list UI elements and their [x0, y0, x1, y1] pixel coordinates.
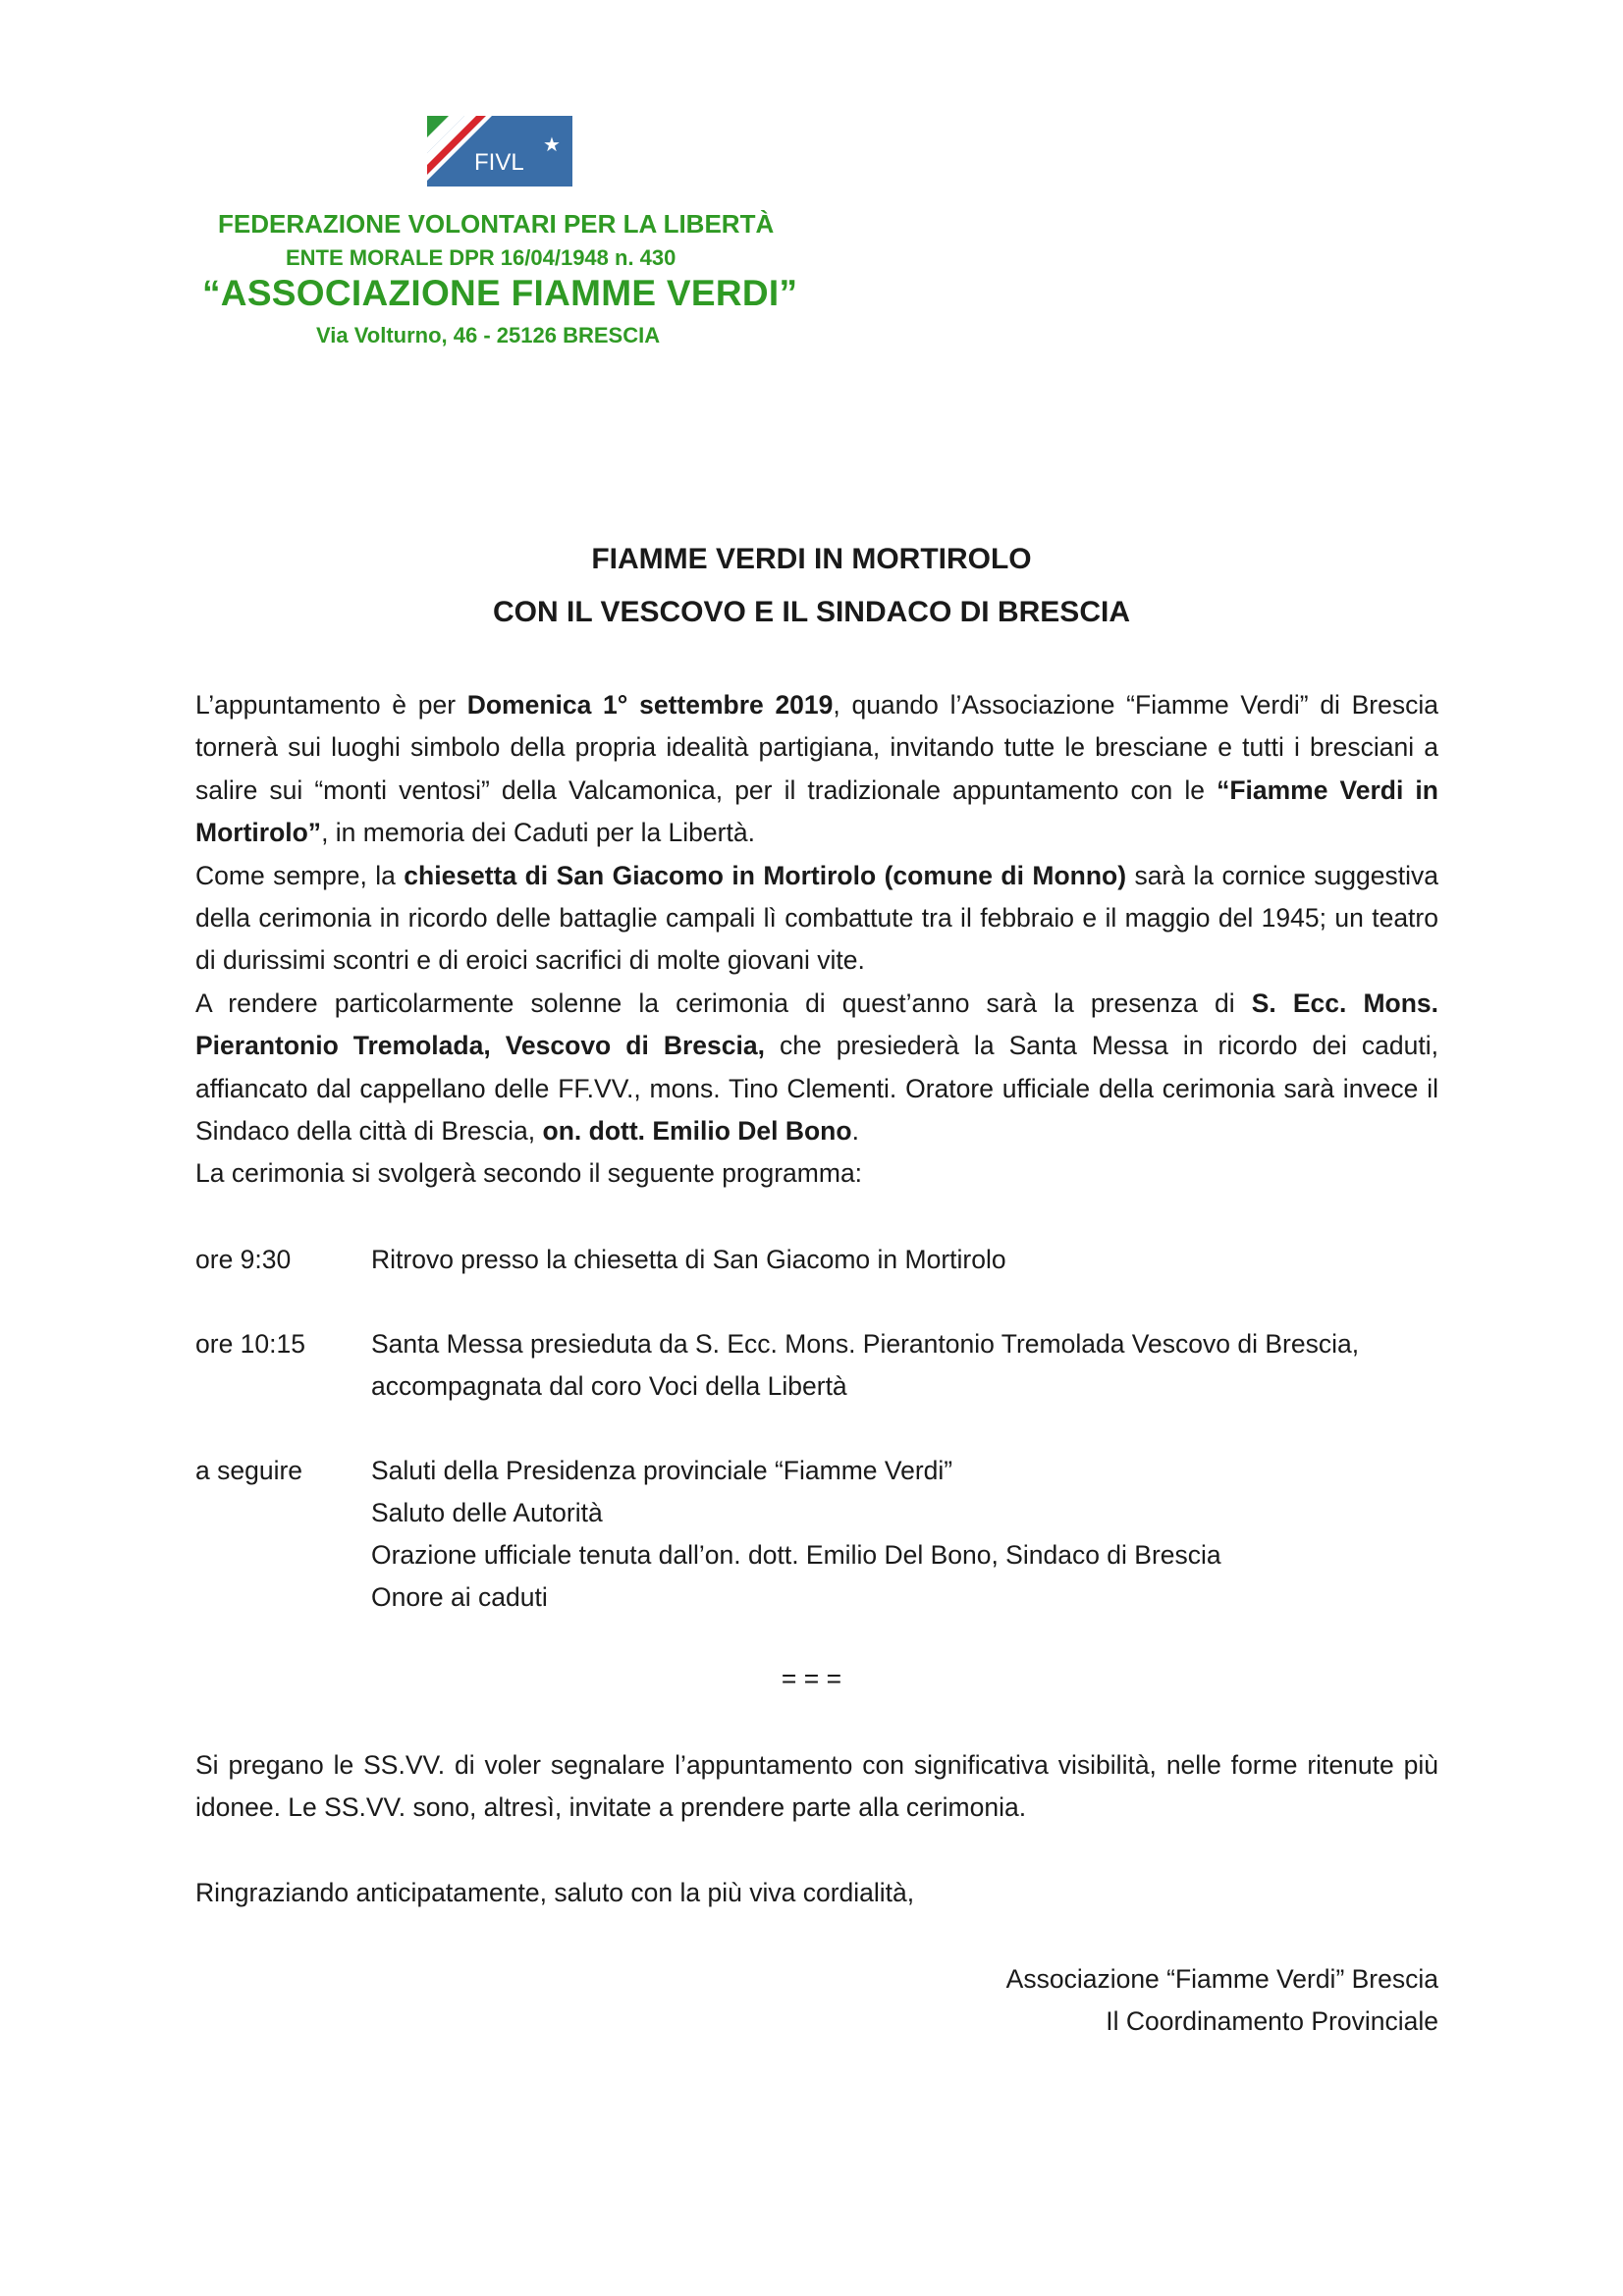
- program-line: Saluto delle Autorità: [371, 1498, 603, 1527]
- letterhead-address: Via Volturno, 46 - 25126 BRESCIA: [316, 323, 661, 347]
- paragraph-4: La cerimonia si svolgerà secondo il seguente programma:: [195, 1158, 863, 1189]
- separator: = = =: [781, 1664, 842, 1693]
- program-line: accompagnata dal coro Voci della Libertà: [371, 1371, 847, 1401]
- logo-text: FIVL: [474, 149, 524, 176]
- star-icon: ★: [543, 133, 561, 156]
- signature-association: Associazione “Fiamme Verdi” Brescia: [1005, 1964, 1438, 1994]
- closing-paragraph-2: Ringraziando anticipatamente, saluto con la più viva cordialità,: [195, 1878, 915, 1907]
- program-time: ore 9:30: [195, 1245, 292, 1274]
- paragraph-3: A rendere particolarmente solenne la cerimonia di quest’anno sarà la presenza di S. Ecc. Mons. Pierantonio Tremolada, Vescovo di Brescia, che presiederà la Santa Messa in ricordo dei caduti, affiancato dal cappellano delle FF.VV., mons. Tino Clementi. Oratore ufficiale della cerimonia sarà invece il Sindaco della città di Brescia, on. dott. Emilio Del Bono.: [195, 988, 1439, 1147]
- body-text: [195, 684, 1438, 1196]
- document-title-line1: FIAMME VERDI IN MORTIROLO: [591, 543, 1032, 575]
- program-time: ore 10:15: [195, 1329, 305, 1359]
- letterhead-federation: FEDERAZIONE VOLONTARI PER LA LIBERTÀ: [218, 209, 775, 239]
- letterhead-decree: ENTE MORALE DPR 16/04/1948 n. 430: [286, 245, 676, 270]
- paragraph-1: L’appuntamento è per Domenica 1° settembre 2019, quando l’Associazione “Fiamme Verdi” di Brescia tornerà sui luoghi simbolo della propria idealità partigiana, invitando tutte le bresciane e tutti i bresciani a salire sui “monti ventosi” della Valcamonica, per il tradizionale appuntamento con le “Fiamme Verdi in Mortirolo”, in memoria dei Caduti per la Libertà.: [195, 690, 1438, 848]
- document-title-line2: CON IL VESCOVO E IL SINDACO DI BRESCIA: [493, 596, 1130, 628]
- signature-coordination: Il Coordinamento Provinciale: [1106, 2006, 1438, 2036]
- fivl-logo: [427, 116, 572, 187]
- program-line: Santa Messa presieduta da S. Ecc. Mons. Pierantonio Tremolada Vescovo di Brescia,: [371, 1329, 1360, 1359]
- letterhead-association: “ASSOCIAZIONE FIAMME VERDI”: [202, 273, 798, 313]
- program-line: Onore ai caduti: [371, 1582, 548, 1612]
- program-line: Orazione ufficiale tenuta dall’on. dott. Emilio Del Bono, Sindaco di Brescia: [371, 1540, 1221, 1570]
- program-line: Saluti della Presidenza provinciale “Fiamme Verdi”: [371, 1456, 953, 1485]
- paragraph-2: Come sempre, la chiesetta di San Giacomo in Mortirolo (comune di Monno) sarà la cornice suggestiva della cerimonia in ricordo delle battaglie campali lì combattute tra il febbraio e il maggio del 1945; un teatro di durissimi scontri e di eroici sacrifici di molte giovani vite.: [195, 860, 1438, 976]
- program-line: Ritrovo presso la chiesetta di San Giacomo in Mortirolo: [371, 1245, 1006, 1274]
- closing-paragraph-1: Si pregano le SS.VV. di voler segnalare l’appuntamento con significativa visibilità, nelle forme ritenute più idonee. Le SS.VV. sono, altresì, invitate a prendere parte alla cerimonia.: [195, 1750, 1438, 1823]
- program-time: a seguire: [195, 1456, 303, 1485]
